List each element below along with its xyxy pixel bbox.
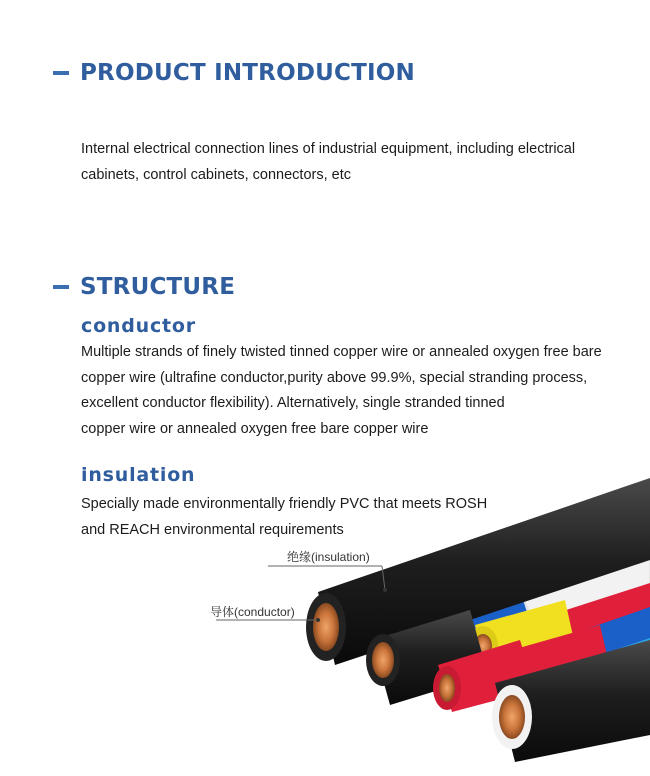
insulation-line: and REACH environmental requirements — [81, 521, 344, 538]
intro-line: cabinets, control cabinets, connectors, etc — [81, 166, 352, 183]
conductor-line: excellent conductor flexibility). Alternatively, single stranded tinned — [81, 395, 505, 411]
conductor-line: copper wire (ultrafine conductor,purity above 99.9%, special stranding process, — [81, 369, 588, 386]
insulation-heading: insulation — [81, 464, 196, 486]
conductor-line: copper wire or annealed oxygen free bare copper wire — [81, 420, 429, 437]
section-title: STRUCTURE — [80, 274, 236, 300]
conductor-line: Multiple strands of finely twisted tinned copper wire or annealed oxygen free bare — [81, 344, 602, 360]
callout-insulation-label: 绝缘(insulation) — [287, 550, 370, 564]
callout-conductor-label: 导体(conductor) — [210, 605, 295, 619]
conductor-heading: conductor — [81, 315, 196, 337]
intro-line: Internal electrical connection lines of industrial equipment, including electrical — [81, 141, 576, 157]
insulation-line: Specially made environmentally friendly PVC that meets ROSH — [81, 496, 488, 512]
section-title: PRODUCT INTRODUCTION — [80, 60, 415, 86]
